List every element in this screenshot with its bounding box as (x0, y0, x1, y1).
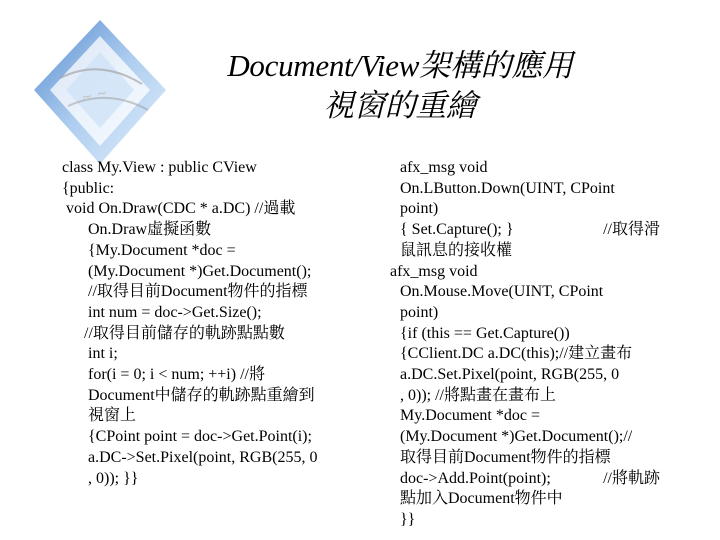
code-line: 取得目前Document物件的指標 (400, 448, 611, 466)
code-line: void On.Draw(CDC * a.DC) //過載 (66, 200, 296, 218)
code-line: On.Draw虛擬函數 (88, 221, 212, 239)
code-line: point) (400, 200, 439, 218)
code-line: {if (this == Get.Capture()) (400, 324, 570, 342)
code-line: On.LButton.Down(UINT, CPoint (400, 179, 615, 197)
code-line: a.DC->Set.Pixel(point, RGB(255, 0 (88, 448, 318, 466)
code-line: , 0)); }} (88, 469, 139, 487)
code-line: 鼠訊息的接收權 (400, 241, 513, 259)
code-line: point) (400, 303, 439, 321)
code-fragment: doc->Add.Point(point); (400, 469, 551, 487)
title-line-1: Document/View架構的應用 (227, 48, 573, 83)
code-line: (My.Document *)Get.Document(); (88, 262, 312, 280)
code-line: On.Mouse.Move(UINT, CPoint (400, 283, 604, 301)
code-line (390, 469, 690, 490)
code-line: , 0)); //將點畫在畫布上 (400, 386, 556, 404)
code-line: Document中儲存的軌跡點重繪到 (88, 386, 315, 404)
diamond-logo-icon (30, 18, 170, 168)
code-line: {CClient.DC a.DC(this);//建立畫布 (400, 345, 633, 363)
code-fragment: //取得滑 (603, 221, 660, 239)
right-code-column (390, 158, 690, 531)
code-line: 視窗上 (88, 407, 137, 425)
code-line: My.Document *doc = (400, 407, 540, 425)
code-line: (My.Document *)Get.Document();// (400, 428, 633, 446)
code-line: afx_msg void (400, 159, 488, 176)
code-line: {public: (62, 179, 115, 197)
code-line (390, 220, 690, 241)
code-line: //取得目前Document物件的指標 (88, 283, 308, 301)
code-line: }} (400, 510, 416, 528)
left-code-column (62, 158, 362, 489)
svg-text:~ ~: ~ ~ (80, 85, 109, 106)
code-fragment: //將軌跡 (603, 469, 660, 487)
code-line: afx_msg void (390, 262, 478, 280)
code-line: for(i = 0; i < num; ++i) //將 (88, 366, 265, 384)
code-line: {CPoint point = doc->Get.Point(i); (88, 428, 312, 446)
code-line: a.DC.Set.Pixel(point, RGB(255, 0 (400, 366, 620, 384)
title-line-2: 視窗的重繪 (323, 88, 477, 123)
code-line: int num = doc->Get.Size(); (88, 303, 262, 321)
code-line: int i; (88, 345, 118, 363)
code-line: 點加入Document物件中 (400, 490, 563, 508)
code-line: //取得目前儲存的軌跡點點數 (84, 324, 285, 342)
slide-title (150, 46, 650, 126)
code-line: class My.View : public CView (62, 159, 257, 176)
code-line: {My.Document *doc = (88, 241, 236, 259)
code-fragment: { Set.Capture(); } (400, 221, 514, 239)
